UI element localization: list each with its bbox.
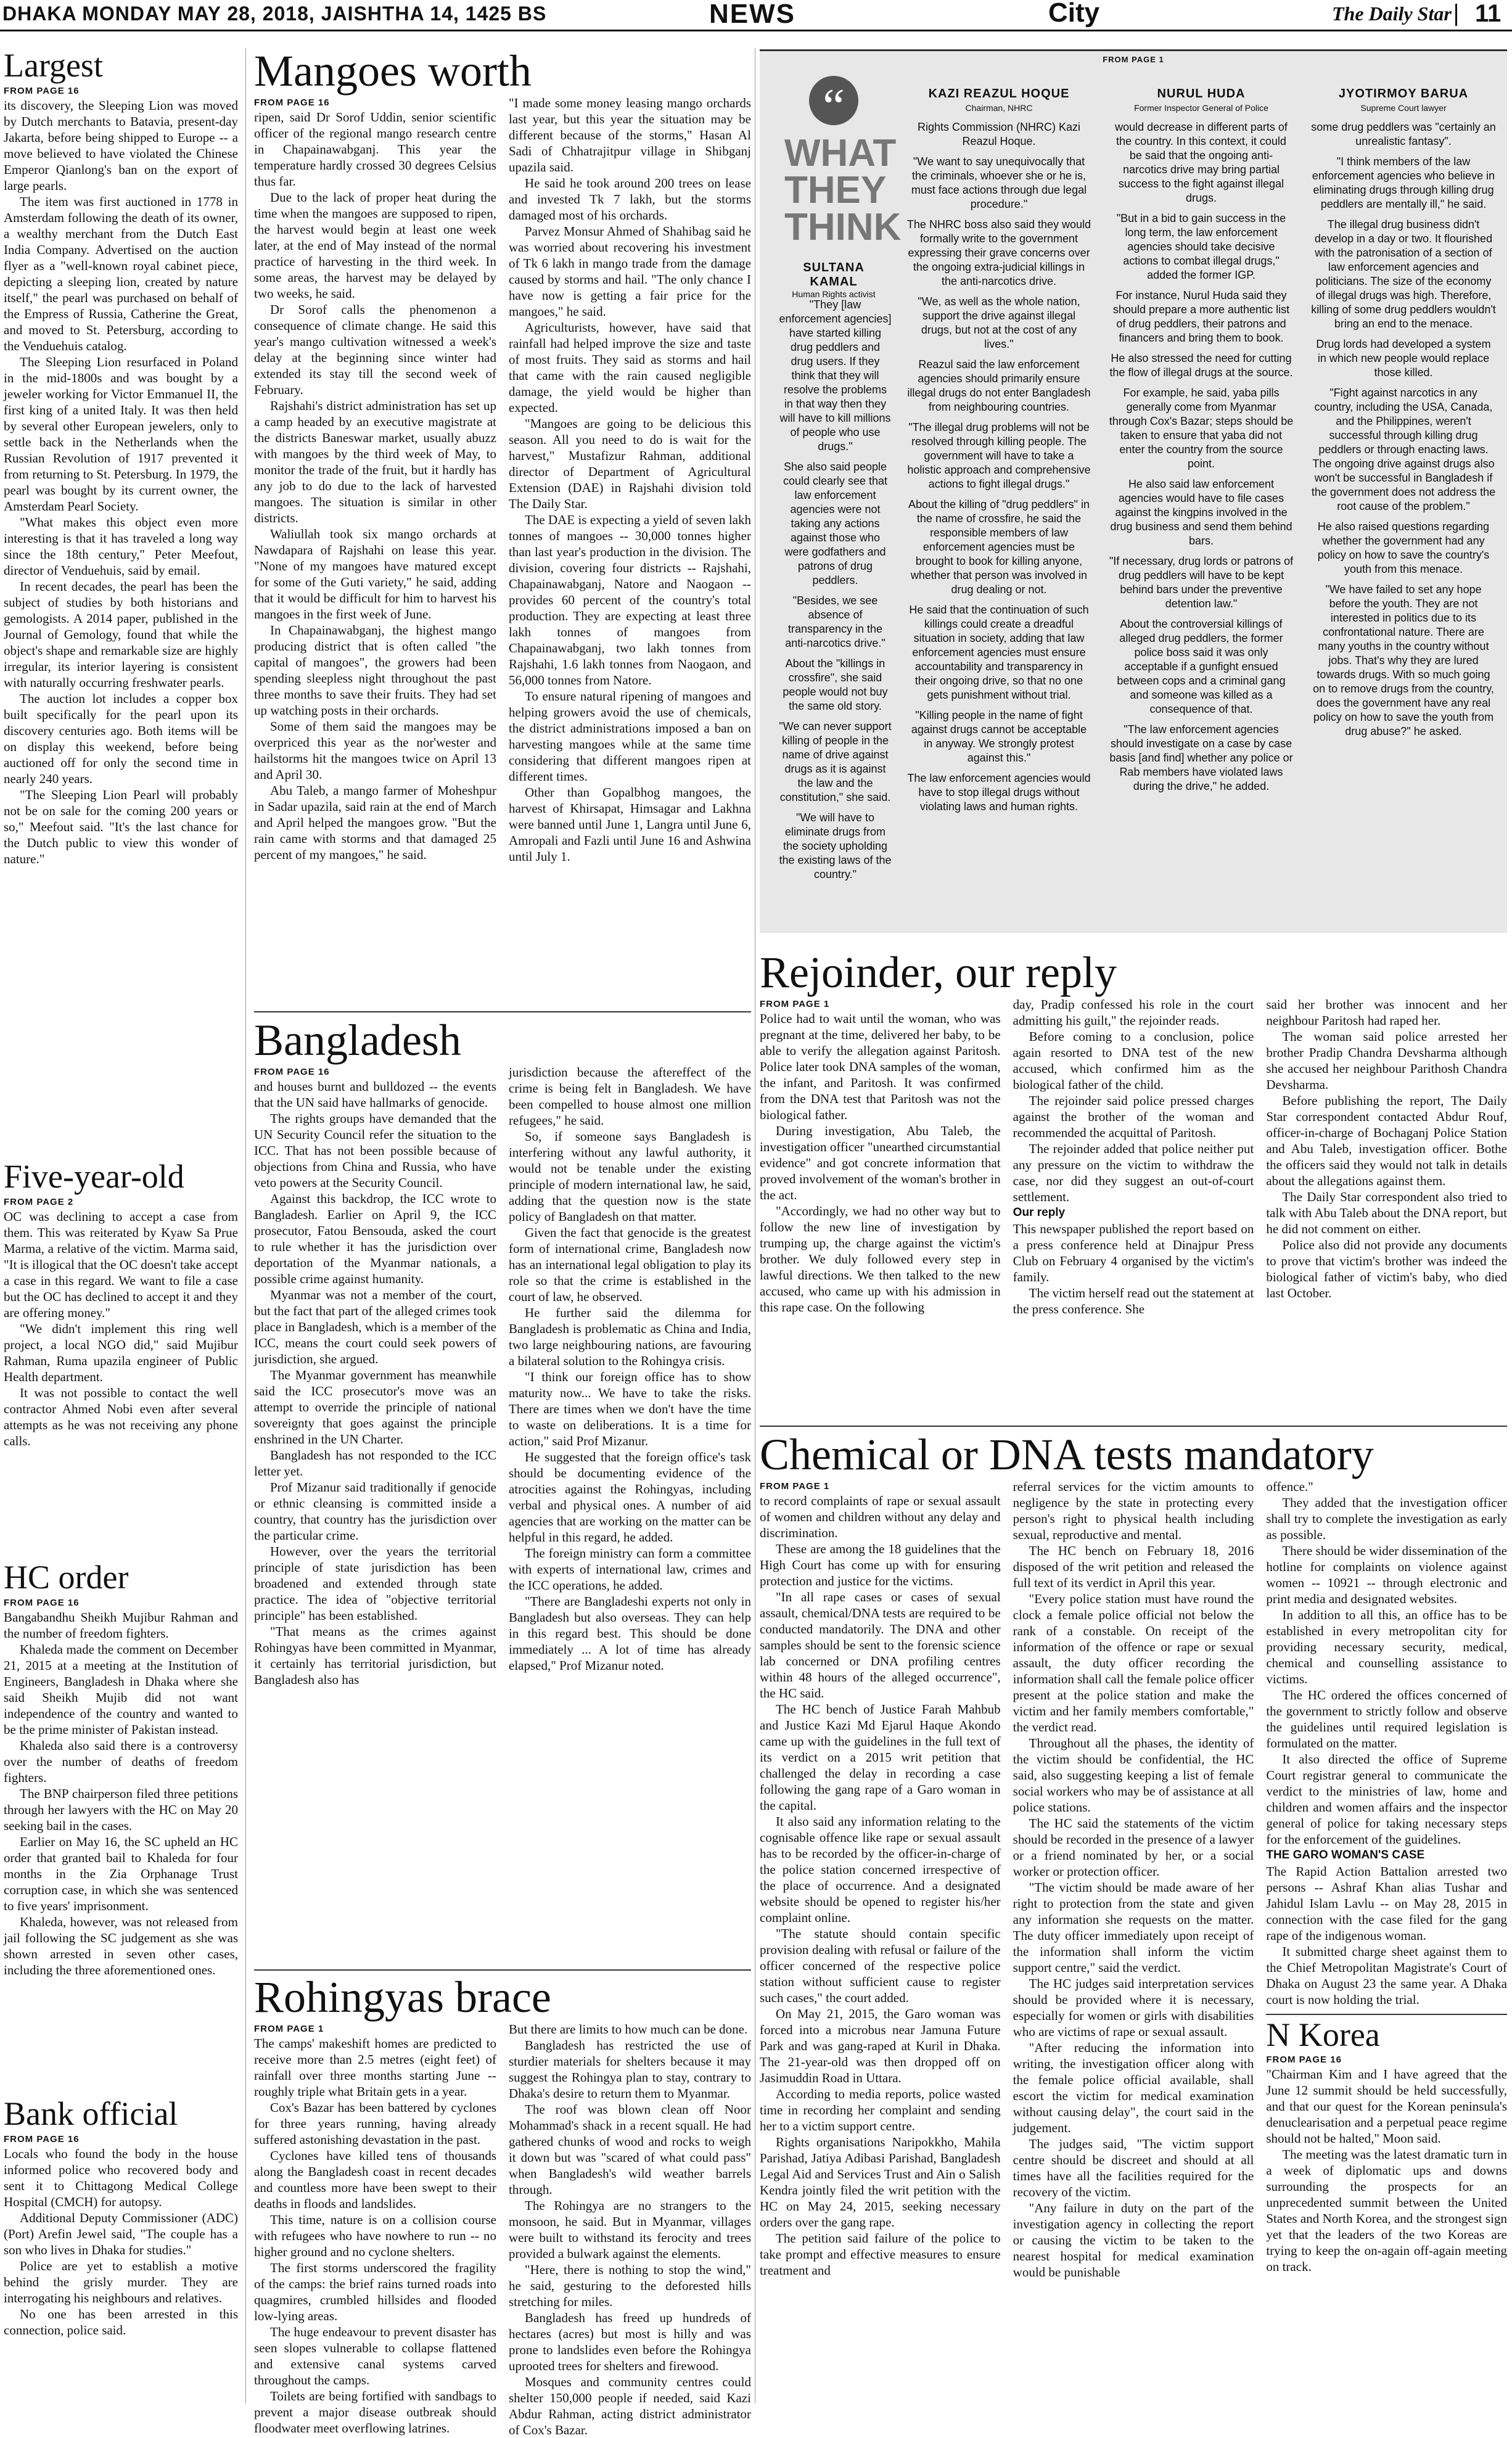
- jump-line: FROM PAGE 1: [1103, 55, 1164, 64]
- paragraph: Police had to wait until the woman, who was pregnant at the time, delivered her baby, to be able to verify the allegation against Paritosh. Police later took DNA samples of the woman, the infant, and Paritosh. It was confirmed from the DNA test that Paritosh was not the biological father.: [760, 1011, 1001, 1122]
- paragraph: The Myanmar government has meanwhile said the ICC prosecutor's move was an attempt to override the principle of national sovereignty that goes against the principle enshrined in the UN Charter.: [254, 1367, 496, 1447]
- headline: Chemical or DNA tests mandatory: [760, 1430, 1374, 1479]
- paragraph: "We will have to eliminate drugs from the society upholding the existing laws of the country.": [779, 811, 892, 880]
- paragraph: The Rohingya are no strangers to the monsoon, he said. But in Myanmar, villages were built to withstand its ferocity and trees provided a bulwark against the elements.: [509, 2198, 751, 2261]
- story-divider: [1266, 2014, 1507, 2015]
- paragraph: He also raised questions regarding whether the government had any policy on how to save the country's youth from this menace.: [1317, 520, 1490, 575]
- story-body-col1: [254, 2035, 496, 2436]
- paragraph: The meeting was the latest dramatic turn in a week of diplomatic ups and downs surrounding the prospects for an unprecedented summit between the United States and North Korea, and the strongest sign yet that the leaders of the two Koreas are trying to keep the on-again off-again meeting on track.: [1266, 2147, 1508, 2275]
- quote-column: [1311, 120, 1496, 739]
- paragraph: For example, he said, yaba pills generally come from Myanmar through Cox's Bazar; steps should be taken to ensure that yaba did not enter the country from the source point.: [1109, 387, 1294, 470]
- paragraph: Other than Gopalbhog mangoes, the harvest of Khirsapat, Himsagar and Lakhna were banned until June 1, Langra until June 6, Amropali and Fazli until June 16 and Ashwina until July 1.: [509, 784, 751, 864]
- paragraph: It also said any information relating to the cognisable offence like rape or sexual assault has to be recorded by the officer-in-charge of the police station concerned irrespective of the place of occurrence. And a designated website should be opened to register his/her complaint online.: [760, 1813, 1001, 1925]
- paragraph: The victim herself read out the statement at the press conference. She: [1013, 1285, 1254, 1316]
- story-body-col2: [509, 2021, 751, 2438]
- paragraph: jurisdiction because the aftereffect of the crime is being felt in Bangladesh. We have been compelled to house almost one million refugees," he said.: [509, 1064, 751, 1128]
- newspaper-logo: The Daily Star: [1332, 2, 1452, 25]
- section-rule: [254, 1011, 751, 1012]
- paragraph: The HC bench of Justice Farah Mahbub and Justice Kazi Md Ejarul Haque Akondo came up with the guidelines in the full text of its verdict on a 2015 writ petition that challenged the delay in recording a case following the gang rape of a Garo woman in the capital.: [760, 1701, 1001, 1813]
- paragraph: Due to the lack of proper heat during the time when the mangoes are supposed to ripen, the harvest would begin at least one week later, at the end of May instead of the normal practice of harvesting in the third week. In some areas, the harvest may be delayed by two weeks, he said.: [254, 189, 496, 301]
- paragraph: "We can never support killing of people in the name of drive against drugs as it is against the law and the constitution," she said.: [779, 720, 892, 803]
- paragraph: "Killing people in the name of fight against drugs cannot be acceptable in anyway. We strongly protest against this.": [911, 709, 1087, 764]
- story-body-col1: [760, 1011, 1001, 1315]
- paragraph: Before coming to a conclusion, police again resorted to DNA test of the new accused, which confirmed him as the biological father of the child.: [1013, 1028, 1254, 1092]
- paragraph: It was not possible to contact the well contractor Ahmed Nobi even after several attempts as he was not receiving any phone calls.: [4, 1385, 238, 1448]
- person-title: Supreme Court lawyer: [1360, 103, 1447, 113]
- paragraph: The Sleeping Lion resurfaced in Poland in the mid-1800s and was bought by a jeweler working for Victor Emmanuel II, the first king of a united Italy. It was then held by several other European jewelers, only to settle back in the Netherlands when the Russian Revolution of 1917 prevented it from returning to St. Petersburg. In 1979, the pearl was bought by its current owner, the Amsterdam Pearl Society.: [4, 354, 238, 514]
- paragraph: "If necessary, drug lords or patrons of drug peddlers will have to be kept behind bars under the preventive detention law.": [1109, 555, 1294, 610]
- jump-line: FROM PAGE 16: [4, 1597, 80, 1608]
- paragraph: The Daily Star correspondent also tried to talk with Abu Taleb about the DNA report, but he did not comment on either.: [1266, 1189, 1508, 1236]
- story-bangladesh: [254, 1017, 751, 1967]
- paragraph: Abu Taleb, a mango farmer of Moheshpur in Sadar upazila, said rain at the end of March and April helped the mangoes grow. "But the rain came with storms and that damaged 25 percent of my mangoes," he said.: [254, 782, 496, 862]
- quote-column-sultana-kamal: [778, 298, 892, 927]
- paragraph: The rejoinder added that police neither put any pressure on the victim to withdraw the case, nor did they suggest an out-of-court settlement.: [1013, 1141, 1254, 1204]
- profile-jyotirmoy-barua: [1311, 87, 1496, 926]
- paragraph: "I think our foreign office has to show maturity now... We have to take the risks. There are times when we don't have the time to waste on deliberations. It is a time for action," said Prof Mizanur.: [509, 1369, 751, 1448]
- section-rule: [760, 1426, 1507, 1427]
- person-name: NURUL HUDA: [1157, 87, 1246, 101]
- paragraph: "After reducing the information into writing, the investigation officer along with the female police official available, shall escort the victim for medical examination without causing delay", the court said in the judgement.: [1013, 2040, 1254, 2135]
- paragraph: to record complaints of rape or sexual assault of women and children without any delay and discrimination.: [760, 1493, 1001, 1540]
- paragraph: The camps' makeshift homes are predicted to receive more than 2.5 metres (eight feet) of rainfall over three months starting June -- roughly triple what Britain gets in a year.: [254, 2035, 496, 2099]
- paragraph: "The law enforcement agencies should investigate on a case by case basis [and find] whether any police or Rab members have violated laws during the drive," he added.: [1109, 723, 1293, 792]
- story-body-col2: [509, 1064, 751, 1673]
- jump-line: FROM PAGE 16: [4, 85, 80, 96]
- quote-column: [906, 120, 1091, 814]
- paragraph: "The Sleeping Lion Pearl will probably not be on sale for the coming 200 years or so," Meefout said. "It's the last chance for the Dutch public to view this wonder of nature.": [4, 787, 238, 866]
- paragraph: some drug peddlers was "certainly an unrealistic fantasy".: [1311, 121, 1496, 147]
- paragraph: "We, as well as the whole nation, support the drive against illegal drugs, but not at the cost of any lives.": [918, 295, 1080, 350]
- paragraph: He said that the continuation of such killings could create a dreadful situation in society, adding that law enforcement agencies must ensure accountability and transparency in their ongoing drive, so that no one gets punishment without trial.: [909, 604, 1089, 701]
- jump-line: FROM PAGE 16: [1266, 2054, 1342, 2066]
- paragraph: day, Pradip confessed his role in the court admitting his guilt," the rejoinder reads.: [1013, 996, 1254, 1028]
- paragraph: He suggested that the foreign office's task should be documenting evidence of the atrocities against the Rohingyas, including verbal and physical ones. A number of aid agencies that are working on the matter can be helpful in this regard, he added.: [509, 1449, 751, 1545]
- paragraph: "We didn't implement this ring well project, a local NGO did," said Mujibur Rahman, Ruma upazila engineer of Public Health department.: [4, 1321, 238, 1384]
- paragraph: The HC bench on February 18, 2016 disposed of the writ petition and released the full text of its verdict in April this year.: [1013, 1543, 1254, 1590]
- paragraph: Bangladesh has not responded to the ICC letter yet.: [254, 1447, 496, 1479]
- jump-line: FROM PAGE 1: [760, 1480, 830, 1492]
- story-mangoes-worth: [254, 48, 751, 1010]
- headline: Rohingyas brace: [254, 1972, 551, 2022]
- paragraph: Cox's Bazar has been battered by cyclones for three years running, having already suffered astonishing devastation in the past.: [254, 2099, 496, 2147]
- paragraph: During investigation, Abu Taleb, the investigation officer "unearthed circumstantial evidence" and got concrete information that proved involvement of the woman's brother in the act.: [760, 1123, 1001, 1202]
- paragraph: So, if someone says Bangladesh is interfering without any lawful authority, it would not be tenable under the existing principle of modern international law, he said, adding that the question now is the state policy of Bangladesh on that matter.: [509, 1128, 751, 1224]
- paragraph: Rights organisations Naripokkho, Mahila Parishad, Jatiya Adibasi Parishad, Bangladesh Legal Aid and Services Trust and Ain o Salish Kendra jointly filed the writ petition with the HC on May 24, 2015, seeking necessary orders over the gang rape.: [760, 2134, 1001, 2230]
- paragraph: Against this backdrop, the ICC wrote to Bangladesh. Earlier on April 9, the ICC prosecutor, Fatou Bensouda, asked the court to rule whether it has the jurisdiction over deportation of the Myanmar nationals, a possible crime against humanity.: [254, 1191, 496, 1286]
- paragraph: She also said people could clearly see that law enforcement agencies were not taking any actions against those who were godfathers and patrons of drug peddlers.: [783, 461, 888, 586]
- paragraph: The woman said police arrested her brother Pradip Chandra Devsharma although she accused her neighbour Parithosh Chandra Devsharma.: [1266, 1028, 1508, 1092]
- paragraph: "The illegal drug problems will not be resolved through killing people. The government will have to take a holistic approach and comprehensive actions to fight illegal drugs.": [907, 421, 1091, 490]
- paragraph: It also directed the office of Supreme Court registrar general to communicate the verdict to the ministries of law, home and children and women affairs and the inspector general of police for taking necessary steps for the enforcement of the guidelines.: [1266, 1751, 1508, 1847]
- paragraph: The law enforcement agencies would have to stop illegal drugs without violating laws and human rights.: [907, 772, 1091, 813]
- what-they-think-box: [760, 49, 1507, 933]
- page-number: 11: [1475, 0, 1502, 27]
- paragraph: Khaleda made the comment on December 21, 2015 at a meeting at the Institution of Engineers, Bangladesh in Dhaka where she said Sheikh Mujib did not want independence of the country and wanted to be the prime minister of Pakistan instead.: [4, 1641, 238, 1737]
- paragraph: The HC ordered the offices concerned of the government to strictly follow and observe the guidelines until required legislation is formulated on the matter.: [1266, 1687, 1508, 1751]
- paragraph: "The statute should contain specific provision dealing with refusal or failure of the officer concerned of the respective police station without sufficient cause to register such cases," the court added.: [760, 1926, 1001, 2005]
- paragraph: Khaleda, however, was not released from jail following the SC judgement as she was shown arrested in seven other cases, including the three aforementioned ones.: [4, 1914, 238, 1977]
- paragraph: According to media reports, police wasted time in recording her complaint and sending her to a victim support centre.: [760, 2086, 1001, 2133]
- paragraph: ripen, said Dr Sorof Uddin, senior scientific officer of the regional mango research centre in Chapainawabganj. This year the temperature hardly crossed 30 degrees Celsius thus far.: [254, 109, 496, 189]
- paragraph: The rights groups have demanded that the UN Security Council refer the situation to the ICC. That has not been possible because of objections from China and Russia, who have veto powers at the Security Council.: [254, 1110, 496, 1190]
- paragraph: Additional Deputy Commissioner (ADC) (Port) Arefin Jewel said, "The couple has a son who lives in Dhaka for studies.": [4, 2210, 238, 2257]
- paragraph: The HC said the statements of the victim should be recorded in the presence of a lawyer or a friend nominated by her, or a social worker or protection officer.: [1013, 1815, 1254, 1879]
- paragraph: said her brother was innocent and her neighbour Paritosh had raped her.: [1266, 996, 1508, 1028]
- quote-column: [1109, 120, 1294, 794]
- column-rule: [245, 48, 246, 2403]
- paragraph: Locals who found the body in the house informed police who recovered body and sent it to Chittagong Medical College Hospital (CMCH) for autopsy.: [4, 2146, 238, 2209]
- story-hc-order: [4, 1560, 238, 2090]
- headline: Bangladesh: [254, 1016, 461, 1065]
- paragraph: and houses burnt and bulldozed -- the events that the UN said have hallmarks of genocide.: [254, 1078, 496, 1110]
- paragraph: The first storms underscored the fragility of the camps: the brief rains turned roads into quagmires, crumbled hillsides and flooded low-lying areas.: [254, 2260, 496, 2323]
- masthead: [0, 0, 1512, 31]
- paragraph: "That means as the crimes against Rohingyas have been committed in Myanmar, it certainly has territorial jurisdiction, but Bangladesh also has: [254, 1623, 496, 1687]
- story-body-col1: [254, 109, 496, 863]
- jump-line: FROM PAGE 16: [254, 1066, 330, 1077]
- paragraph: He further said the dilemma for Bangladesh is problematic as China and India, two large neighbouring nations, are favouring a bilateral solution to the Rohingya crisis.: [509, 1305, 751, 1368]
- paragraph: They added that the investigation officer shall try to complete the investigation as early as possible.: [1266, 1495, 1508, 1542]
- paragraph: Myanmar was not a member of the court, but the fact that part of the alleged crimes took place in Bangladesh, which is a member of the ICC, means the court could seek powers of jurisdiction, she argued.: [254, 1287, 496, 1366]
- paragraph: Waliullah took six mango orchards at Nawdapara of Rajshahi on lease this year. "None of my mangoes have matured except for some of the Guti variety," he said, adding that it would be difficult for him to harvest his mangoes in the first week of June.: [254, 526, 496, 622]
- paragraph: The auction lot includes a copper box built specifically for the pearl upon its discovery centuries ago. Both items will be on display this weekend, before being auctioned off for only the second time in nearly 240 years.: [4, 691, 238, 786]
- paragraph: "In all rape cases or cases of sexual assault, chemical/DNA tests are required to be conducted mandatorily. The DNA and other samples should be sent to the forensic science lab concerned or DNA profiling centres within 48 hours of the alleged occurrence", the HC said.: [760, 1589, 1001, 1701]
- story-body-col2: [1013, 996, 1254, 1205]
- paragraph: "They [law enforcement agencies] have started killing drug peddlers and drug users. If they think that they will resolve the problems in that way then they will have to kill millions of people who use drugs.": [779, 298, 892, 453]
- paragraph: This time, nature is on a collision course with refugees who have nowhere to run -- no higher ground and no cyclone shelters.: [254, 2212, 496, 2259]
- person-name: KAZI REAZUL HOQUE: [928, 87, 1070, 101]
- story-body-col1: [254, 1078, 496, 1688]
- panel-title: WHAT THEY THINK: [784, 132, 902, 248]
- paragraph: Police are yet to establish a motive behind the grisly murder. They are interrogating his neighbours and relatives.: [4, 2258, 238, 2305]
- paragraph: would decrease in different parts of the country. In this context, it could be said that the ongoing anti-narcotics drive may bring partial success to the fight against illegal drugs.: [1115, 121, 1288, 204]
- paragraph: "We have failed to set any hope before the youth. They are not interested in politics due to its confrontational nature. There are many youths in the country without jobs. That's why they are lured towards drugs. With so much going on to remove drugs from the country, does the government have any real policy on how to save the youth from drug abuse?" he asked.: [1313, 583, 1494, 737]
- story-body: [4, 2146, 238, 2338]
- story-body-col1: [760, 1493, 1001, 2278]
- story-largest: [4, 48, 238, 1152]
- paragraph: The rejoinder said police pressed charges against the brother of the woman and recommended the acquittal of Paritosh.: [1013, 1093, 1254, 1140]
- person-title: Human Rights activist: [792, 289, 876, 299]
- paragraph: No one has been arrested in this connection, police said.: [4, 2306, 238, 2337]
- story-five-year-old: [4, 1159, 238, 1554]
- headline: Rejoinder, our reply: [760, 948, 1117, 997]
- paragraph: "Fight against narcotics in any country, including the USA, Canada, and the Philippines, weren't successful through killing drug peddlers or through enacting laws. The ongoing drive against drugs also won't be successful in Bangladesh if the government does not address the root cause of the problem.": [1311, 387, 1496, 512]
- paragraph: The Rapid Action Battalion arrested two persons -- Ashraf Khan alias Tushar and Jahidul Islam Lavlu -- on May 28, 2015 in connection with the case filed for the gang rape of the indigenous woman.: [1266, 1863, 1508, 1943]
- paragraph: The huge endeavour to prevent disaster has seen slopes vulnerable to collapse flattened and extensive canal systems carved throughout the camps.: [254, 2324, 496, 2387]
- jump-line: FROM PAGE 1: [254, 2023, 324, 2034]
- paragraph: "Mangoes are going to be delicious this season. All you need to do is wait for the harvest," Mustafizur Rahman, additional director of Department of Agricultural Extension (DAE) in Rajshahi division told The Daily Star.: [509, 416, 751, 511]
- story-body: [4, 97, 238, 867]
- person-name: SULTANA KAMAL: [803, 261, 865, 289]
- paragraph: Before publishing the report, The Daily Star correspondent contacted Abdur Rouf, officer-in-charge of Bochaganj Police Station and Abu Taleb, investigation officer. Bothe the officers said they would not talk in details about the allegations against them.: [1266, 1093, 1508, 1188]
- paragraph: "Chairman Kim and I have agreed that the June 12 summit should be held successfully, and that our quest for the Korean peninsula's denuclearisation and a perpetual peace regime should not be halted," Moon said.: [1266, 2067, 1508, 2146]
- paragraph: Bangladesh has freed up hundreds of hectares (acres) but most is hilly and was prone to landslides even before the Rohingya uprooted trees for shelters and firewood.: [509, 2310, 751, 2373]
- paragraph: About the controversial killings of alleged drug peddlers, the former police boss said it was only acceptable if a gunfight ensued between cops and a criminal gang and someone was killed as a consequence of that.: [1117, 618, 1286, 715]
- paragraph: It submitted charge sheet against them to the Chief Metropolitan Magistrate's Court of Dhaka on August 23 the same year. A Dhaka court is now holding the trial.: [1266, 1943, 1508, 2007]
- story-bank-official: [4, 2096, 238, 2408]
- headline: Largest: [4, 47, 103, 84]
- paragraph: Agriculturists, however, have said that rainfall had helped improve the size and taste of most fruits. They said as storms and hail that came with the rain caused negligible damage, the yield would be higher than expected.: [509, 319, 751, 415]
- paragraph: The illegal drug business didn't develop in a day or two. It flourished with the patronisation of a section of law enforcement agencies and politicians. The size of the economy of illegal drugs was high. Therefore, killing of some drug peddlers wouldn't bring an end to the menace.: [1311, 218, 1496, 330]
- paragraph: Some of them said the mangoes may be overpriced this year as the nor'wester and hailstorms hit the mangoes twice on April 13 and April 30.: [254, 718, 496, 782]
- paragraph: He said he took around 200 trees on lease and invested Tk 7 lakh, but the storms damaged most of his orchards.: [509, 175, 751, 223]
- jump-line: FROM PAGE 2: [4, 1196, 74, 1207]
- paragraph: Bangladesh has restricted the use of sturdier materials for shelters because it may suggest the Rohingya plan to stay, contrary to Dhaka's desire to return them to Myanmar.: [509, 2037, 751, 2101]
- paragraph: The roof was blown clean off Noor Mohammad's shack in a recent squall. He had gathered chunks of wood and rocks to weigh it down but was "scared of what could pass" when Bangladesh's wild weather barrels through.: [509, 2101, 751, 2197]
- paragraph: "The victim should be made aware of her right to protection from the state and given any information she requests on the matter. The duty officer immediately upon receipt of the information shall inform the victim support centre," said the verdict.: [1013, 1879, 1254, 1975]
- paragraph: The judges said, "The victim support centre should be discreet and should at all times have all the facilities required for the recovery of the victim.: [1013, 2136, 1254, 2199]
- story-body-n-korea: [1266, 2066, 1507, 2275]
- paragraph: There should be wider dissemination of the hotline for complaints on violence against women -- 10921 -- through electronic and print media and designated websites.: [1266, 1543, 1508, 1606]
- subhead: THE GARO WOMAN'S CASE: [1266, 1848, 1425, 1861]
- paragraph: Bangabandhu Sheikh Mujibur Rahman and the number of freedom fighters.: [4, 1609, 238, 1641]
- issue-date: DHAKA MONDAY MAY 28, 2018, JAISHTHA 14, 1425 BS: [2, 2, 547, 25]
- paragraph: In recent decades, the pearl has been the subject of studies by both historians and gemologists. A 2014 paper, published in the Journal of Gemology, found that while the object's shape and remarkable size are highly irregular, its interior layering is consistent with naturally occurring freshwater pearls.: [4, 578, 238, 690]
- paragraph: OC was declining to accept a case from them. This was reiterated by Kyaw Sa Prue Marma, a relative of the victim. Marma said, "It is illogical that the OC doesn't take accept a case in this regard. We want to file a case but the OC has declined to accept it and they are offering money.": [4, 1209, 238, 1320]
- paragraph: "There are Bangladeshi experts not only in Bangladesh but also overseas. They can help in this regard best. This should be done immediately ... A lot of time has already elapsed," Prof Mizanur noted.: [509, 1593, 751, 1673]
- paragraph: On May 21, 2015, the Garo woman was forced into a microbus near Jamuna Future Park and was gang-raped at Kuril in Dhaka. The 21-year-old was then dropped off on Jasimuddin Road in Uttara.: [760, 2006, 1001, 2085]
- paragraph: Throughout all the phases, the identity of the victim should be confidential, the HC said, also suggesting keeping a list of female social workers who may be of assistance at all police stations.: [1013, 1735, 1254, 1815]
- paragraph: The HC judges said interpretation services should be provided where it is necessary, especially for women or girls with disabilities who are victims of rape or sexual assault.: [1013, 1976, 1254, 2039]
- paragraph: However, over the years the territorial principle of state jurisdiction has been broadened and extended through state practice. The idea of "objective territorial principle" has been established.: [254, 1543, 496, 1623]
- paragraph: He also stressed the need for cutting the flow of illegal drugs at the source.: [1109, 352, 1293, 379]
- paragraph: The NHRC boss also said they would formally write to the government expressing their grave concerns over the ongoing extra-judicial killings in the anti-narcotics drive.: [906, 218, 1091, 287]
- paragraph: "We want to say unequivocally that the criminals, whoever she or he is, must face actions through due legal procedure.": [911, 155, 1087, 210]
- headline: HC order: [4, 1559, 129, 1596]
- paragraph: About the "killings in crossfire", she said people would not buy the same old story.: [783, 657, 888, 712]
- paragraph: "Every police station must have round the clock a female police official not below the rank of a constable. On receipt of the information of the offence or rape or sexual assault, the duty officer recording the information shall call the female police officer present at the police station and make the victim and her family members comfortable," the verdict read.: [1013, 1591, 1254, 1734]
- paragraph: Toilets are being fortified with sandbags to prevent a major disease outbreak should floodwater meet overflowing latrines.: [254, 2388, 496, 2436]
- paragraph: He also said law enforcement agencies would have to file cases against the kingpins involved in the drug business and send them behind bars.: [1110, 478, 1292, 547]
- paragraph: This newspaper published the report based on a press conference held at Dinajpur Press Club on February 4 organised by the victim's family.: [1013, 1221, 1254, 1284]
- paragraph: Police also did not provide any documents to prove that victim's brother was indeed the biological father of victim's baby, who died last October.: [1266, 1237, 1508, 1300]
- paragraph: Prof Mizanur said traditionally if genocide or ethnic cleansing is committed inside a country, that country has the jurisdiction over the particular crime.: [254, 1479, 496, 1543]
- paragraph: "I think members of the law enforcement agencies who believe in eliminating drugs through killing drug peddlers are mentally ill," he said.: [1312, 155, 1495, 210]
- person-title: Former Inspector General of Police: [1134, 103, 1268, 113]
- story-rejoinder: [760, 950, 1507, 1424]
- headline: Mangoes worth: [254, 46, 532, 96]
- paragraph: "I made some money leasing mango orchards last year, but this year the situation may be different because of the storms," Hasan Al Sadi of Chhatrajitpur village in Shibganj upazila said.: [509, 95, 751, 174]
- story-body-col3: [1266, 996, 1507, 1301]
- paragraph: The BNP chairperson filed three petitions through her lawyers with the HC on May 20 seeking bail in the cases.: [4, 1786, 238, 1833]
- story-body-col2: [1013, 1479, 1254, 2280]
- paragraph: Drug lords had developed a system in which new people would replace those killed.: [1316, 338, 1491, 379]
- story-body-col2b: [1013, 1221, 1254, 1317]
- quote-icon: “: [809, 76, 858, 125]
- subsection-label: City: [1048, 0, 1100, 28]
- paragraph: "Accordingly, we had no other way but to follow the new line of investigation by trumping up, the charge against the victim's brother. We duly followed every step in lawful directions. We then talked to the new accused, who came up with his admission in this rape case. On the following: [760, 1203, 1001, 1315]
- paragraph: To ensure natural ripening of mangoes and helping growers avoid the use of chemicals, the district administrations imposed a ban on harvesting mangoes while at the same time considering that different mangoes ripen at different times.: [509, 688, 751, 784]
- headline: Five-year-old: [4, 1158, 184, 1195]
- paragraph: Cyclones have killed tens of thousands along the Bangladesh coast in recent decades and countless more have been swept to their deaths in floods and landslides.: [254, 2148, 496, 2211]
- story-body: [4, 1209, 238, 1449]
- jump-line: FROM PAGE 1: [760, 998, 830, 1009]
- paragraph: For instance, Nurul Huda said they should prepare a more authentic list of drug peddlers, their patrons and financers and bring them to book.: [1112, 289, 1290, 344]
- paragraph: The petition said failure of the police to take prompt and effective measures to ensure treatment and: [760, 2230, 1001, 2278]
- person-title: Chairman, NHRC: [965, 103, 1033, 113]
- story-body-col3: [1266, 1479, 1507, 1847]
- profile-nurul-huda: [1109, 87, 1294, 926]
- jump-line: FROM PAGE 16: [4, 2133, 80, 2145]
- paragraph: The DAE is expecting a yield of seven lakh tonnes of mangoes -- 30,000 tonnes higher than last year's production in the division. The division, covering four districts -- Rajshahi, Chapainawabganj, Natore and Naogaon -- provides 60 percent of the country's total production. They are expecting at least three lakh tonnes of mangoes from Chapainawabganj, two lakh tonnes from Rajshahi, 1.6 lakh tonnes from Naogaon, and 56,000 tonnes from Natore.: [509, 512, 751, 687]
- paragraph: But there are limits to how much can be done.: [509, 2021, 748, 2037]
- paragraph: Given the fact that genocide is the greatest form of international crime, Bangladesh now has an international legal obligation to play its role so that the crime is established in the court of law, he observed.: [509, 1225, 751, 1304]
- subhead: Our reply: [1013, 1205, 1066, 1219]
- paragraph: In addition to all this, an office has to be established in every metropolitan city for providing necessary security, medical, chemical and counselling assistance to victims.: [1266, 1607, 1508, 1686]
- paragraph: The foreign ministry can form a committee with experts of international law, crimes and the ICC operations, he added.: [509, 1545, 751, 1593]
- paragraph: In Chapainawabganj, the highest mango producing district that is often called "the capital of mangoes", the growers had been spending sleepless night throughout the past three months to save their fruits. They had set up watching posts in their orchards.: [254, 622, 496, 718]
- jump-line: FROM PAGE 16: [254, 97, 330, 108]
- story-body: [4, 1609, 238, 1978]
- paragraph: "Here, there is nothing to stop the wind," he said, gesturing to the deforested hills stretching for miles.: [509, 2262, 751, 2309]
- story-rohingyas-brace: [254, 1972, 751, 2437]
- headline-n-korea: N Korea: [1266, 2016, 1380, 2053]
- paragraph: "What makes this object even more interesting is that it has traveled a long way since the 18th century," Peter Meefout, director of Venduehuis, said by email.: [4, 514, 238, 578]
- story-body-col2: [509, 95, 751, 864]
- profile-kazi-reazul-hoque: [906, 87, 1091, 926]
- section-rule: [254, 1969, 751, 1971]
- paragraph: The item was first auctioned in 1778 in Amsterdam following the death of its owner, a wealthy merchant from the Dutch East India Company. Advertised on the auction flyer as a "well-known royal cabinet piece, depicting a sleeping lion, created by nature itself," the pearl was purchased on behalf of the Empress of Russia, Catherine the Great, and moved to St. Petersburg, according to the Venduehuis catalog.: [4, 194, 238, 353]
- paragraph: Rights Commission (NHRC) Kazi Reazul Hoque.: [917, 121, 1081, 147]
- story-chemical-dna-tests: [760, 1432, 1507, 2409]
- story-body-col3b: [1266, 1863, 1507, 2008]
- paragraph: Mosques and community centres could shelter 150,000 people if needed, said Kazi Abdur Rahman, acting district administrator of Cox's Bazar.: [509, 2374, 751, 2437]
- paragraph: About the killing of "drug peddlers" in the name of crossfire, he said the responsible members of law enforcement agencies must be brought to book for killing anyone, whether that person was involved in drug dealing or not.: [908, 498, 1090, 596]
- section-label: NEWS: [709, 0, 795, 29]
- paragraph: "Besides, we see absence of transparency in the anti-narcotics drive.": [785, 594, 885, 649]
- masthead-divider: [1455, 4, 1457, 26]
- paragraph: offence.": [1266, 1479, 1313, 1494]
- paragraph: Earlier on May 16, the SC upheld an HC order that granted bail to Khaleda for four months in the Zia Orphanage Trust corruption case, in which she was sentenced to five years' imprisonment.: [4, 1834, 238, 1913]
- person-name: JYOTIRMOY BARUA: [1338, 87, 1469, 101]
- paragraph: referral services for the victim amounts to negligence by the state in protecting every person's right to physical health including sexual, reproductive and mental.: [1013, 1479, 1254, 1542]
- paragraph: Dr Sorof calls the phenomenon a consequence of climate change. He said this year's mango cultivation witnessed a week's delay at the beginning since winter had extended its stay till the second week of February.: [254, 302, 496, 397]
- paragraph: Parvez Monsur Ahmed of Shahibag said he was worried about recovering his investment of Tk 6 lakh in mango trade from the damage caused by storms and hail. "The only chance I have now is getting a fair price for the mangoes," he said.: [509, 223, 751, 319]
- paragraph: "But in a bid to gain success in the long term, the law enforcement agencies should take decisive actions to combat illegal drugs," added the former IGP.: [1116, 212, 1286, 281]
- paragraph: Reazul said the law enforcement agencies should primarily ensure illegal drugs do not enter Bangladesh from neighbouring countries.: [907, 358, 1091, 413]
- headline: Bank official: [4, 2095, 178, 2132]
- paragraph: These are among the 18 guidelines that the High Court has come up with for ensuring protection and justice for the victims.: [760, 1541, 1001, 1588]
- paragraph: Khaleda also said there is a controversy over the number of deaths of freedom fighters.: [4, 1738, 238, 1785]
- paragraph: Rajshahi's district administration has set up a camp headed by an executive magistrate at the districts Baneswar market, usually abuzz with mangoes by the third week of May, to monitor the trade of the fruit, but it hardly has any job to do due to the lack of harvested mangoes. The situation is similar in other districts.: [254, 398, 496, 525]
- paragraph: "Any failure in duty on the part of the investigation agency in collecting the report or causing the victim to be taken to the nearest hospital for medical examination would be punishable: [1013, 2200, 1254, 2280]
- paragraph: its discovery, the Sleeping Lion was moved by Dutch merchants to Batavia, present-day Jakarta, before being shipped to Europe -- a move believed to have violated the Chinese Emperor Qianlong's ban on the export of large pearls.: [4, 97, 238, 193]
